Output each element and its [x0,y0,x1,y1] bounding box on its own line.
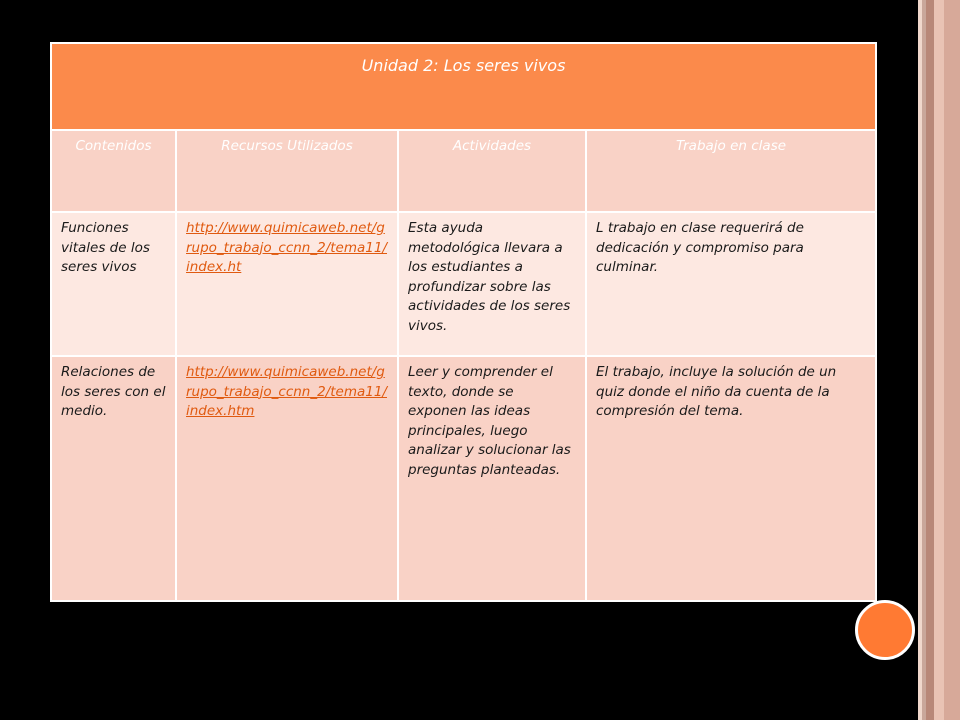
decorative-stripe [944,0,960,720]
resource-link[interactable]: http://www.quimicaweb.net/grupo_trabajo_ccnn_2/tema11/index.htm [186,364,387,419]
cell-recursos [176,212,398,356]
header-actividades: Actividades [398,130,586,212]
cell-recursos [176,356,398,601]
table-header-row [51,130,876,212]
table-title-row [51,43,876,130]
cell-trabajo: L trabajo en clase requerirá de dedicación y compromiso para culminar. [586,212,876,356]
cell-contenidos: Relaciones de los seres con el medio. [51,356,176,601]
lesson-plan-table [50,42,877,602]
table-row [51,212,876,356]
orange-circle-icon [855,600,915,660]
cell-actividades: Esta ayuda metodológica llevara a los estudiantes a profundizar sobre las actividades de los seres vivos. [398,212,586,356]
cell-actividades: Leer y comprender el texto, donde se exponen las ideas principales, luego analizar y solucionar las preguntas planteadas. [398,356,586,601]
decorative-stripe [926,0,934,720]
header-trabajo: Trabajo en clase [586,130,876,212]
header-contenidos: Contenidos [51,130,176,212]
cell-contenidos: Funciones vitales de los seres vivos [51,212,176,356]
decorative-stripe [934,0,944,720]
cell-trabajo: El trabajo, incluye la solución de un quiz donde el niño da cuenta de la compresión del tema. [586,356,876,601]
table-title: Unidad 2: Los seres vivos [51,43,876,130]
resource-link[interactable]: http://www.quimicaweb.net/grupo_trabajo_ccnn_2/tema11/index.ht [186,220,387,275]
header-recursos: Recursos Utilizados [176,130,398,212]
table-row [51,356,876,601]
